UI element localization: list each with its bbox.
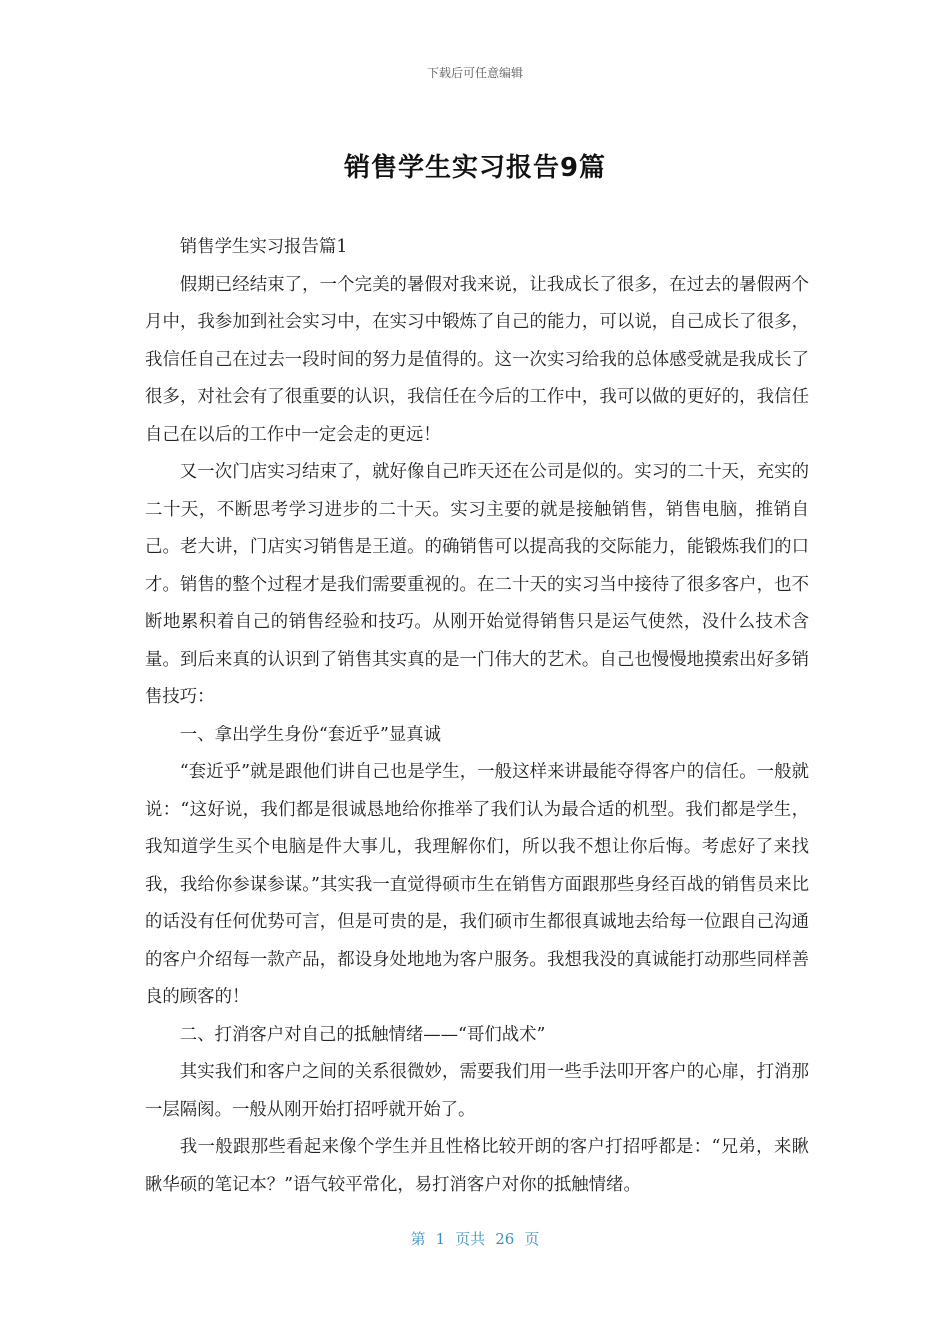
footer-suffix: 页: [524, 1230, 540, 1248]
paragraph: 我一般跟那些看起来像个学生并且性格比较开朗的客户打招呼都是：“兄弟，来瞅瞅华硕的笔记本？”语气较平常化，易打消客户对你的抵触情绪。: [145, 1137, 809, 1195]
footer-middle: 页共: [455, 1230, 486, 1248]
paragraph: “套近乎”就是跟他们讲自己也是学生，一般这样来讲最能夺得客户的信任。一般就说：“这好说，我们都是很诚恳地给你推举了我们认为最合适的机型。我们都是学生，我知道学生买个电脑是件大事儿，我理解你们，所以我不想让你后悔。考虑好了来找我，我给你参谋参谋。”其实我一直觉得硕市生在销售方面跟那些身经百战的销售员来比的话没有任何优势可言，但是可贵的是，我们硕市生都很真诚地去给每一位跟自己沟通的客户介绍每一款产品，都设身处地地为客户服务。我想我没的真诚能打动那些同样善良的顾客的！: [145, 762, 809, 1007]
document-title: 销售学生实习报告9篇: [343, 153, 607, 183]
current-page-number: 1: [435, 1230, 446, 1248]
page-header: 下载后可任意编辑: [426, 66, 523, 80]
total-page-count: 26: [495, 1230, 515, 1248]
page-footer: [0, 1228, 950, 1249]
paragraph: 其实我们和客户之间的关系很微妙，需要我们用一些手法叩开客户的心扉，打消那一层隔阂。一般从刚开始打招呼就开始了。: [145, 1062, 809, 1120]
section-heading: 销售学生实习报告篇1: [179, 237, 348, 257]
footer-prefix: 第: [410, 1230, 426, 1248]
paragraph: 又一次门店实习结束了，就好像自己昨天还在公司是似的。实习的二十天，充实的二十天，不断思考学习进步的二十天。实习主要的就是接触销售，销售电脑，推销自己。老大讲，门店实习销售是王道。的确销售可以提高我的交际能力，能锻炼我们的口才。销售的整个过程才是我们需要重视的。在二十天的实习当中接待了很多客户，也不断地累积着自己的销售经验和技巧。从刚开始觉得销售只是运气使然，没什么技术含量。到后来真的认识到了销售其实真的是一门伟大的艺术。自己也慢慢地摸索出好多销售技巧：: [145, 462, 809, 707]
document-body: [145, 229, 809, 1204]
subheading: 二、打消客户对自己的抵触情绪——“哥们战术”: [179, 1024, 546, 1045]
subheading: 一、拿出学生身份“套近乎”显真诚: [179, 724, 442, 745]
paragraph: 假期已经结束了，一个完美的暑假对我来说，让我成长了很多，在过去的暑假两个月中，我参加到社会实习中，在实习中锻炼了自己的能力，可以说，自己成长了很多，我信任自己在过去一段时间的努力是值得的。这一次实习给我的总体感受就是我成长了很多，对社会有了很重要的认识，我信任在今后的工作中，我可以做的更好的，我信任自己在以后的工作中一定会走的更远！: [145, 274, 809, 445]
